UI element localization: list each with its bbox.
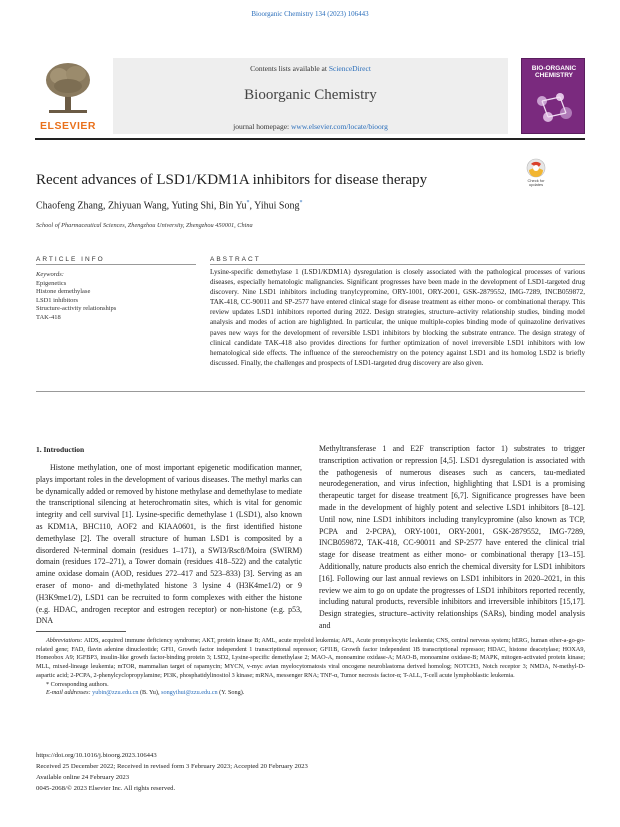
abstract-bottom-rule [36,391,585,392]
elsevier-tree-icon [43,60,93,116]
intro-column-right: Methyltransferase 1 and E2F transcription factor 1) substrates to trigger transcription activation or repression [4,5]. LSD1 dysregulation is associated with the pathogenesis of numerous diseases such as cancers, tau-mediated neurodegeneration, and virus infection, highlighting that LSD1 is a promising therapeutic target for disease treatment [6,7]. Significance progresses have been made in the development of highly potent and selective LSD1 inhibitors [8–12]. Until now, nine LSD1 inhibitors including tranylcypromine (also known as TCP, PCPA and 2-PCPA), ORY-1001, ORY-2001, GSK-2879552, IMG-7289, INCB059872, TAK-418, CC-90011 and SP-2577 have entered the clinical trial stage for disease treatment as either mono- or combinational therapy [13–15]. Additionally, nature products also enrich the chemical diversity for LSD1 inhibitors [16]. Following our last annual reviews on LSD1 inhibitors in 2020–2021, in this review we aim to go on update the progresses of LSD1 inhibitors reported recently, including natural products, reversible inhibitors and irreversible inhibitors [15,17]. Design strategies, structure–activity relationships (SARs), binding model analysis and [319,444,585,630]
intro-column-left: Histone methylation, one of most important epigenetic modification manner, plays important roles in the development of various diseases. The methyl marks can be dynamically added or removed by histone methylase and demethylase to mediate the transcriptional silencing at heterochromatin sites, which is vital for genomic integrity and cell survival [1]. Lysine-specific demethylase 1 (LSD1), also known as KDM1A, BHC110, AOF2 and KIAA0601, is the first identified histone demethylase [2]. The overall structure of human LSD1 is composited by a disordered N-terminal domain (residues 1–171), a SWI3/Rsc8/Moira (SWIRM) domain (residues 172–271), a Tower domain (residues 418–522) and the catalytic amine oxidase domain (AOD, residues 272–417 and 523–833) [3]. Serving as an eraser of mono- and di-methylated histone 3 lysine 4 (H3K4me1/2) or 9 (H3K9me1/2), LSD1 can be recruited to form complexes with either the histone (e.g. HDAC, androgen receptor and estrogen receptor) or non-histone (e.g. p53, DNA [36,463,302,626]
article-info-rule [36,264,196,265]
cover-title: BIO-ORGANIC CHEMISTRY [531,65,577,80]
check-for-updates-badge[interactable] [521,158,551,186]
author-name: Chaofeng Zhang [36,200,103,212]
header-rule [35,138,585,140]
author-name[interactable]: Bin Yu [218,200,247,212]
keyword: LSD1 inhibitors [36,296,79,304]
contents-line [113,64,508,73]
author-name: Yuting Shi [171,200,214,212]
sciencedirect-link[interactable]: ScienceDirect [328,64,371,73]
abstract-heading: ABSTRACT [210,256,261,263]
doi-link[interactable]: https://doi.org/10.1016/j.bioorg.2023.106443 [36,752,157,759]
article-title: Recent advances of LSD1/KDM1A inhibitors for disease therapy [36,172,428,188]
corresponding-note: * Corresponding authors. [46,680,109,688]
check-updates-icon [521,158,551,180]
affiliation: School of Pharmaceutical Sciences, Zhengzhou University, Zhengzhou 450001, China [36,222,253,229]
author-separator: , [166,200,172,212]
keyword-list [36,280,196,322]
cover-molecule-icon [530,89,578,127]
email-link-yu[interactable]: yubin@zzu.edu.cn [92,689,139,697]
footnotes [36,637,585,698]
author-separator: , [102,200,108,212]
homepage-line [113,122,508,131]
journal-cover [521,58,585,134]
author-name[interactable]: Yihui Song [254,200,300,212]
copyright: 0045-2068/© 2023 Elsevier Inc. All rights reserved. [36,785,176,792]
email-label: E-mail addresses: [46,689,91,697]
corresponding-author-mark[interactable]: * [246,200,250,206]
keywords-label: Keywords: [36,271,64,278]
contents-prefix: Contents lists available at [250,64,327,73]
publisher-name: ELSEVIER [40,120,96,132]
email-owner-song: (Y. Song). [217,689,245,697]
available-online: Available online 24 February 2023 [36,774,130,781]
email-owner-yu: (B. Yu), [138,689,162,697]
keyword: Structure-activity relationships [36,305,117,313]
journal-reference[interactable]: Bioorganic Chemistry 134 (2023) 106443 [251,10,369,18]
abstract-rule [210,264,585,265]
author-list [36,200,302,211]
check-updates-label: Check for updates [527,178,545,187]
article-info-heading: ARTICLE INFO [36,256,105,263]
email-link-song[interactable]: songyihui@zzu.edu.cn [161,689,218,697]
keyword: TAK-418 [36,313,61,321]
corresponding-author-mark[interactable]: * [299,200,303,206]
abbreviations-text: AIDS, acquired immune deficiency syndrome; AKT, protein kinase B; AML, acute myeloid leukemia; APL, Acute promyelocytic leukemia; CNS, central nervous system; hERG, human ether-a-go-go-related gene; FAD, flavin adenine dinucleotide; GFI1, Growth factor independent 1 transcriptional repressor; GFI1B, Growth factor independent 1B transcriptional repressor; HDAC, histone deacetylase; HOXA9, Homeobox A9; IGFBP3, insulin-like growth factor-binding protein 3; LSD2, Lysine-specific demethylase 2; MAO-A, monoamine oxidase-A; MAO-B, monoamine oxidase-B; MAPK, mitogen-activated protein kinase; MLL, mixed-lineage leukemia; mTOR, mammalian target of rapamycin; MYCN, v-myc avian myelocytomatosis viral oncogene neuroblastoma derived homolog; NOTCH3, Notch receptor 3; NMDA, N-methyl-D-aspartic acid; 2-PCPA, 2-phenylcyclopropylamine; PI3K, phosphatidylinositol 3 kinase; mRNA, messenger RNA; TNF-α, Tumor necrosis factor-α; T-ALL, T-cell acute lymphoblastic leukemia. [36,637,585,679]
abbreviations-label: Abbreviations: [46,637,83,644]
author-separator: , [249,200,255,212]
email-note [36,689,585,698]
elsevier-logo [35,58,101,132]
author-separator: , [213,200,219,212]
journal-title: Bioorganic Chemistry [244,87,377,103]
footnote-rule [36,631,126,632]
homepage-link[interactable]: www.elsevier.com/locate/bioorg [291,122,388,131]
abstract-text: Lysine-specific demethylase 1 (LSD1/KDM1A) dysregulation is closely associated with the pathological processes of various diseases, especially hematologic malignancies. Significant progresses have been made in the development of LSD1-targeted drug discovery. Nine LSD1 inhibitors including tranylcypromine, ORY-1001, ORY-2001, GSK-2879552, IMG-7289, INCB059872, TAK-418, CC-90011 and SP-2577 have entered clinical stage for disease treatment as either mono- or combinational therapy. This review updates LSD1 inhibitors reported during 2022. Design strategies, structure–activity relationship studies, binding model analysis and modes of action are highlighted. In particular, the unique multiple-copies binding mode of quinazoline derivatives paves new ways for the development of reversible LSD1 inhibitors by blocking the substrate entrance. The design strategy of clinical candidate TAK-418 also provides directions for further optimization of novel irreversible LSD1 inhibitors with low hematological side effects. The influence of the stereochemistry on the potency against LSD1 and its homolog LSD2 is briefly discussed. Finally, the challenges and prospects of LSD1-targeted drug discovery are also given. [210,268,585,367]
homepage-prefix: journal homepage: [233,122,290,131]
keyword: Histone demethylase [36,288,91,296]
author-name: Zhiyuan Wang [107,200,167,212]
received-dates: Received 25 December 2022; Received in revised form 3 February 2023; Accepted 20 February 2023 [36,763,308,770]
abbreviations-note [36,637,585,681]
introduction-heading: 1. Introduction [36,445,85,454]
keyword: Epigenetics [36,280,67,287]
